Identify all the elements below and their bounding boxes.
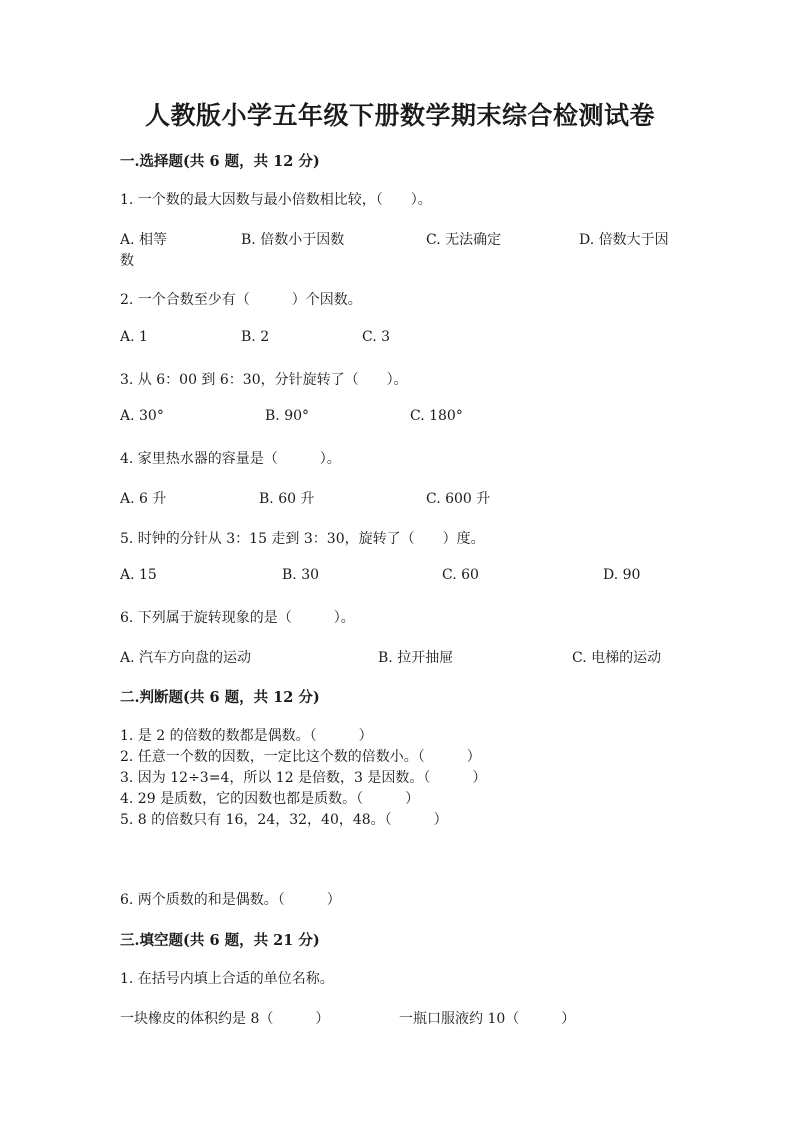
question-text: 5. 时钟的分针从 3：15 走到 3：30，旋转了（ ）度。: [120, 531, 485, 547]
question-text: 2. 一个合数至少有（ ）个因数。: [120, 292, 362, 308]
question-text: 6. 下列属于旋转现象的是（ ）。: [120, 610, 355, 626]
option: A. 30°: [120, 408, 164, 424]
judgement-item: 5. 8 的倍数只有 16，24，32，40，48。（ ）: [120, 812, 448, 828]
option-wrap: 数: [120, 253, 134, 269]
option: D. 倍数大于因: [579, 232, 669, 248]
option: B. 90°: [265, 408, 310, 424]
judgement-item: 6. 两个质数的和是偶数。（ ）: [120, 892, 341, 908]
option: C. 3: [362, 329, 391, 345]
option: D. 90: [603, 567, 641, 583]
option: B. 拉开抽屉: [378, 650, 454, 666]
judgement-item: 3. 因为 12÷3=4，所以 12 是倍数，3 是因数。（ ）: [120, 770, 487, 786]
option: B. 30: [282, 567, 320, 583]
page-title: 人教版小学五年级下册数学期末综合检测试卷: [144, 101, 655, 130]
judgement-item: 2. 任意一个数的因数，一定比这个数的倍数小。（ ）: [120, 749, 481, 765]
section-heading-judgement: 二.判断题(共 6 题，共 12 分): [120, 689, 320, 706]
option: A. 汽车方向盘的运动: [120, 650, 252, 666]
option: A. 15: [120, 567, 157, 583]
option: C. 电梯的运动: [572, 650, 662, 666]
option: A. 1: [120, 329, 148, 345]
option: A. 相等: [120, 232, 168, 248]
section-heading-choice: 一.选择题(共 6 题，共 12 分): [120, 153, 320, 170]
fill-item: 一瓶口服液约 10（ ）: [399, 1011, 576, 1027]
option: A. 6 升: [120, 491, 167, 507]
judgement-item: 4. 29 是质数，它的因数也都是质数。（ ）: [120, 791, 420, 807]
option: C. 600 升: [426, 491, 491, 507]
option: B. 2: [241, 329, 270, 345]
option: C. 180°: [410, 408, 463, 424]
option: C. 无法确定: [426, 232, 502, 248]
judgement-item: 1. 是 2 的倍数的数都是偶数。（ ）: [120, 728, 373, 744]
question-text: 1. 在括号内填上合适的单位名称。: [120, 971, 334, 987]
section-heading-fill: 三.填空题(共 6 题，共 21 分): [120, 932, 320, 949]
option: B. 60 升: [259, 491, 315, 507]
question-text: 1. 一个数的最大因数与最小倍数相比较，（ ）。: [120, 192, 432, 208]
question-text: 3. 从 6：00 到 6：30，分针旋转了（ ）。: [120, 372, 408, 388]
option: C. 60: [442, 567, 479, 583]
question-text: 4. 家里热水器的容量是（ ）。: [120, 451, 341, 467]
fill-item: 一块橡皮的体积约是 8（ ）: [120, 1011, 330, 1027]
option: B. 倍数小于因数: [241, 232, 345, 248]
